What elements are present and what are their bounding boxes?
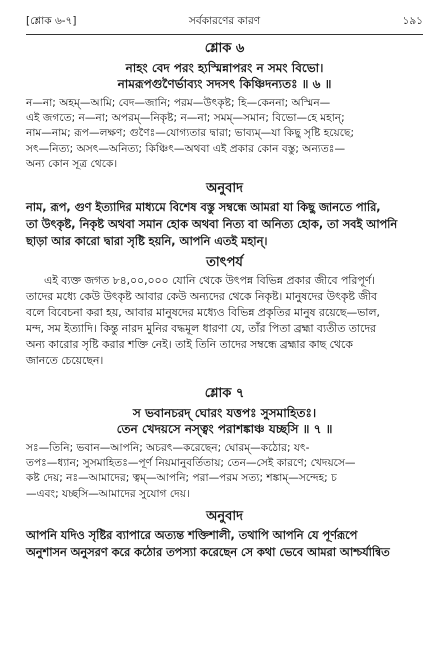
sloka-6-heading: শ্লোক ৬ bbox=[204, 41, 245, 56]
translation-line: নাম, রূপ, গুণ ইত্যাদির মাধ্যমে বিশেষ বস্তু সম্বন্ধে আমরা যা কিছু জানতে পারি, bbox=[26, 201, 381, 215]
verse-line: নামরূপগুণৈর্ভাব্যং সদসৎ কিঞ্চিদন্যতঃ ॥ ৬ ॥ bbox=[117, 77, 332, 91]
synonym-line: সৎ—নিত্য; অসৎ—অনিত্য; কিঞ্চিৎ—অথবা এই প্রকার কোন বস্তু; অন্যতঃ— bbox=[26, 142, 346, 155]
translation-line: অনুশাসন অনুসরণ করে কঠোর তপস্যা করেছেন সে কথা ভেবে আমরা আশ্চর্যান্বিত bbox=[26, 545, 390, 559]
sloka-7-verse bbox=[26, 405, 423, 437]
sloka-6-translation-heading: অনুবাদ bbox=[206, 181, 243, 197]
sloka-6-translation bbox=[26, 199, 423, 250]
purport-line: তাদের মধ্যে কেউ উৎকৃষ্ট আবার কেউ অন্যদের থেকে নিকৃষ্ট। মানুষদের উৎকৃষ্ট জীব bbox=[26, 290, 378, 304]
purport-line: বলে বিবেচনা করা হয়, আবার মানুষদের মধ্যেও বিভিন্ন প্রকৃতির মানুষ রয়েছে—ভাল, bbox=[26, 306, 380, 320]
translation-line: আপনি যদিও সৃষ্টির ব্যাপারে অত্যন্ত শক্তিশালী, তথাপি আপনি যে পূর্ণরূপে bbox=[26, 528, 358, 542]
synonym-line: ন—না; অহম্—আমি; বেদ—জানি; পরম—উৎকৃষ্ট; হি—কেননা; অস্মিন— bbox=[26, 97, 331, 109]
verse-line: নাহং বেদ পরং হ্যস্মিন্নাপরং ন সমং বিভো। bbox=[125, 61, 324, 75]
synonym-line: এই জগতে; ন—না; অপরম্—নিকৃষ্ট; ন—না; সমম্—সমান; বিভো—হে মহান্; bbox=[26, 112, 345, 125]
synonym-line: —এবং; যচ্ছসি—আমাদের সুযোগ দেয়। bbox=[26, 487, 190, 500]
purport-line: মন্দ, সম ইত্যাদি। কিন্তু নারদ মুনির বদ্ধমূল ধারণা যে, তাঁর পিতা ব্রহ্মা ব্যতীত তাদের bbox=[26, 322, 376, 336]
translation-line: ছাড়া আর কারো দ্বারা সৃষ্টি হয়নি, আপনি এতই মহান্। bbox=[26, 235, 268, 249]
verse-line: স ভবানচরদ্ ঘোরং যত্তপঃ সুসমাহিতঃ। bbox=[132, 406, 317, 421]
synonym-line: নাম—নাম; রূপ—লক্ষণ; গুণৈঃ—যোগ্যতার দ্বারা; ভাব্যম্—যা কিছু সৃষ্টি হয়েছে; bbox=[26, 127, 355, 140]
translation-line: তা উৎকৃষ্ট, নিকৃষ্ট অথবা সমান হোক অথবা নিত্য বা অনিত্য হোক, তা সবই আপনি bbox=[26, 218, 398, 232]
header-page-number: ১৯১ bbox=[402, 15, 423, 27]
running-header bbox=[26, 14, 423, 30]
header-chapter-title: সর্বকারণের কারণ bbox=[188, 15, 261, 27]
purport-line: অন্য কারোর সৃষ্টি করার শক্তি নেই। তাই তিনি তাদের সম্বন্ধে ব্রহ্মার কাছ থেকে bbox=[26, 338, 353, 352]
sloka-6-purport-heading: তাৎপর্য bbox=[206, 255, 243, 271]
sloka-6-purport bbox=[26, 273, 423, 369]
header-verse-range: [শ্লোক ৬-৭] bbox=[26, 15, 77, 27]
sloka-6-verse bbox=[26, 60, 423, 92]
sloka-7-translation bbox=[26, 527, 423, 561]
synonym-line: কষ্ট দেয়; নঃ—আমাদের; ত্বম্—আপনি; পরা—পরম সত্য; শঙ্কাম্—সন্দেহ; চ bbox=[26, 472, 337, 485]
sloka-7-synonyms bbox=[26, 441, 423, 502]
header-rule bbox=[26, 34, 423, 35]
page-body bbox=[26, 38, 423, 561]
sloka-7-translation-heading: অনুবাদ bbox=[206, 508, 243, 524]
sloka-6-synonyms bbox=[26, 96, 423, 172]
synonym-line: সঃ—তিনি; ভবান—আপনি; অচরৎ—করেছেন; ঘোরম্—কঠোর; যৎ- bbox=[26, 442, 310, 455]
synonym-line: অন্য কোন সূত্র থেকে। bbox=[26, 157, 118, 170]
verse-line: তেন খেদয়সে নস্ত্বং পরাশঙ্কাঞ্চ যচ্ছসি ॥ ৭ ॥ bbox=[116, 422, 333, 437]
sloka-7-heading: শ্লোক ৭ bbox=[204, 386, 245, 402]
purport-line: জানতে চেয়েছেন। bbox=[26, 354, 104, 368]
purport-line: এই ব্যক্ত জগত ৮৪,০০,০০০ যোনি থেকে উৎপন্ন বিভিন্ন প্রকার জীবে পরিপূর্ণ। bbox=[44, 274, 376, 288]
synonym-line: তপঃ—ধ্যান; সুসমাহিতঃ—পূর্ণ নিয়মানুবর্তিতায়; তেন—সেই কারণে; খেদয়সে— bbox=[26, 457, 356, 470]
